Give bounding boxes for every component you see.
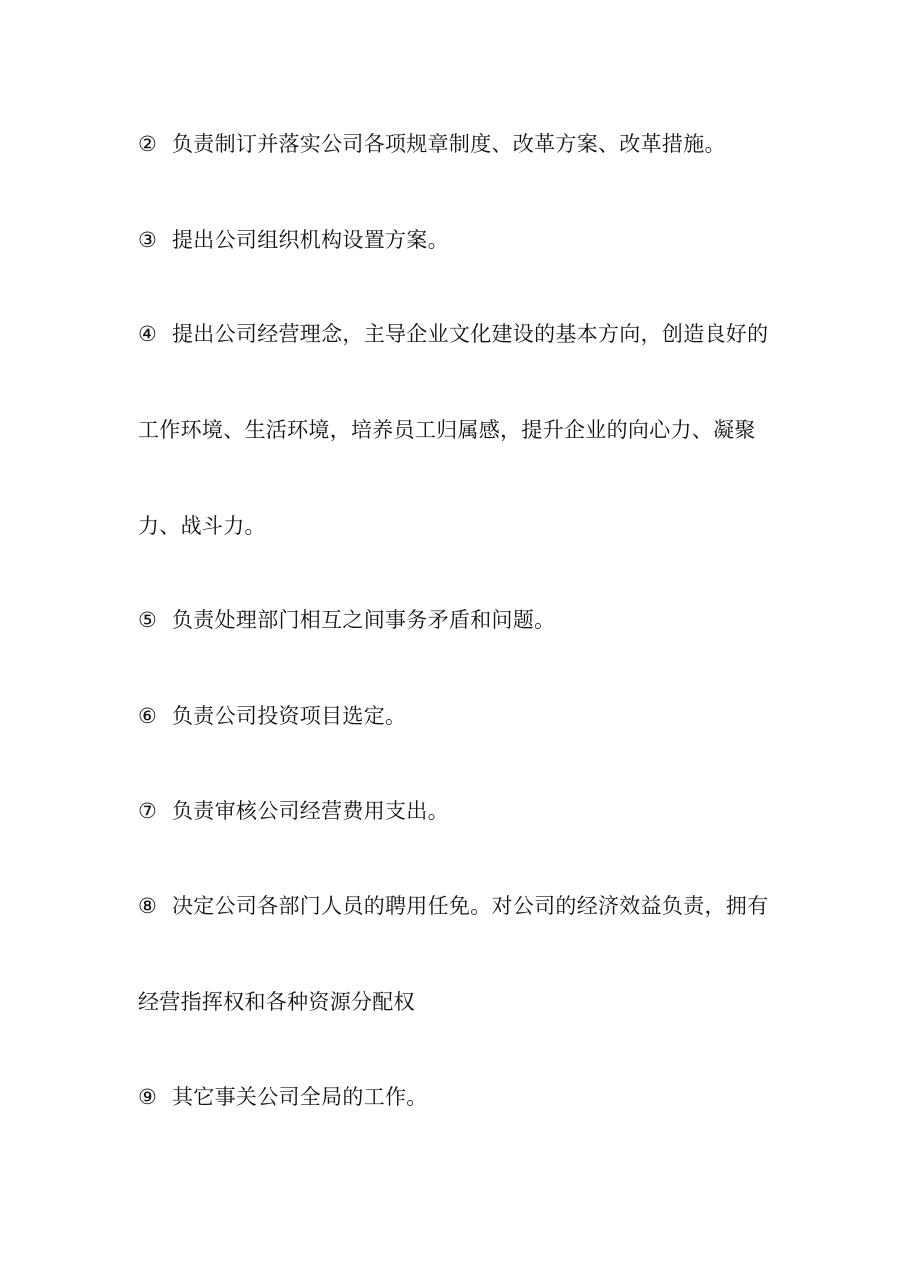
item-text: 提出公司组织机构设置方案。: [172, 228, 449, 252]
item-text: 负责审核公司经营费用支出。: [172, 799, 449, 823]
item-text: 其它事关公司全局的工作。: [172, 1085, 428, 1109]
item-number: ②: [138, 132, 158, 156]
list-item: [138, 130, 778, 158]
list-item: [138, 606, 778, 634]
item-text: 决定公司各部门人员的聘用任免。对公司的经济效益负责，拥有: [172, 894, 769, 918]
list-item: [138, 892, 778, 920]
list-item: [138, 702, 778, 730]
item-number: ③: [138, 228, 158, 252]
list-item-continuation: 力、战斗力。: [138, 514, 266, 538]
item-number: ⑨: [138, 1085, 158, 1109]
list-item: [138, 320, 778, 348]
item-text: 负责公司投资项目选定。: [172, 704, 407, 728]
item-number: ⑤: [138, 608, 158, 632]
list-item: [138, 226, 778, 254]
item-number: ⑥: [138, 704, 158, 728]
item-text: 负责处理部门相互之间事务矛盾和问题。: [172, 608, 556, 632]
item-number: ④: [138, 322, 158, 346]
item-number: ⑧: [138, 894, 158, 918]
list-item: [138, 1083, 778, 1111]
item-text: 提出公司经营理念，主导企业文化建设的基本方向，创造良好的: [172, 322, 769, 346]
list-item-continuation: 经营指挥权和各种资源分配权: [138, 990, 415, 1014]
item-text: 负责制订并落实公司各项规章制度、改革方案、改革措施。: [172, 132, 726, 156]
list-item-continuation: 工作环境、生活环境，培养员工归属感，提升企业的向心力、凝聚: [138, 418, 756, 442]
list-item: [138, 797, 778, 825]
item-number: ⑦: [138, 799, 158, 823]
